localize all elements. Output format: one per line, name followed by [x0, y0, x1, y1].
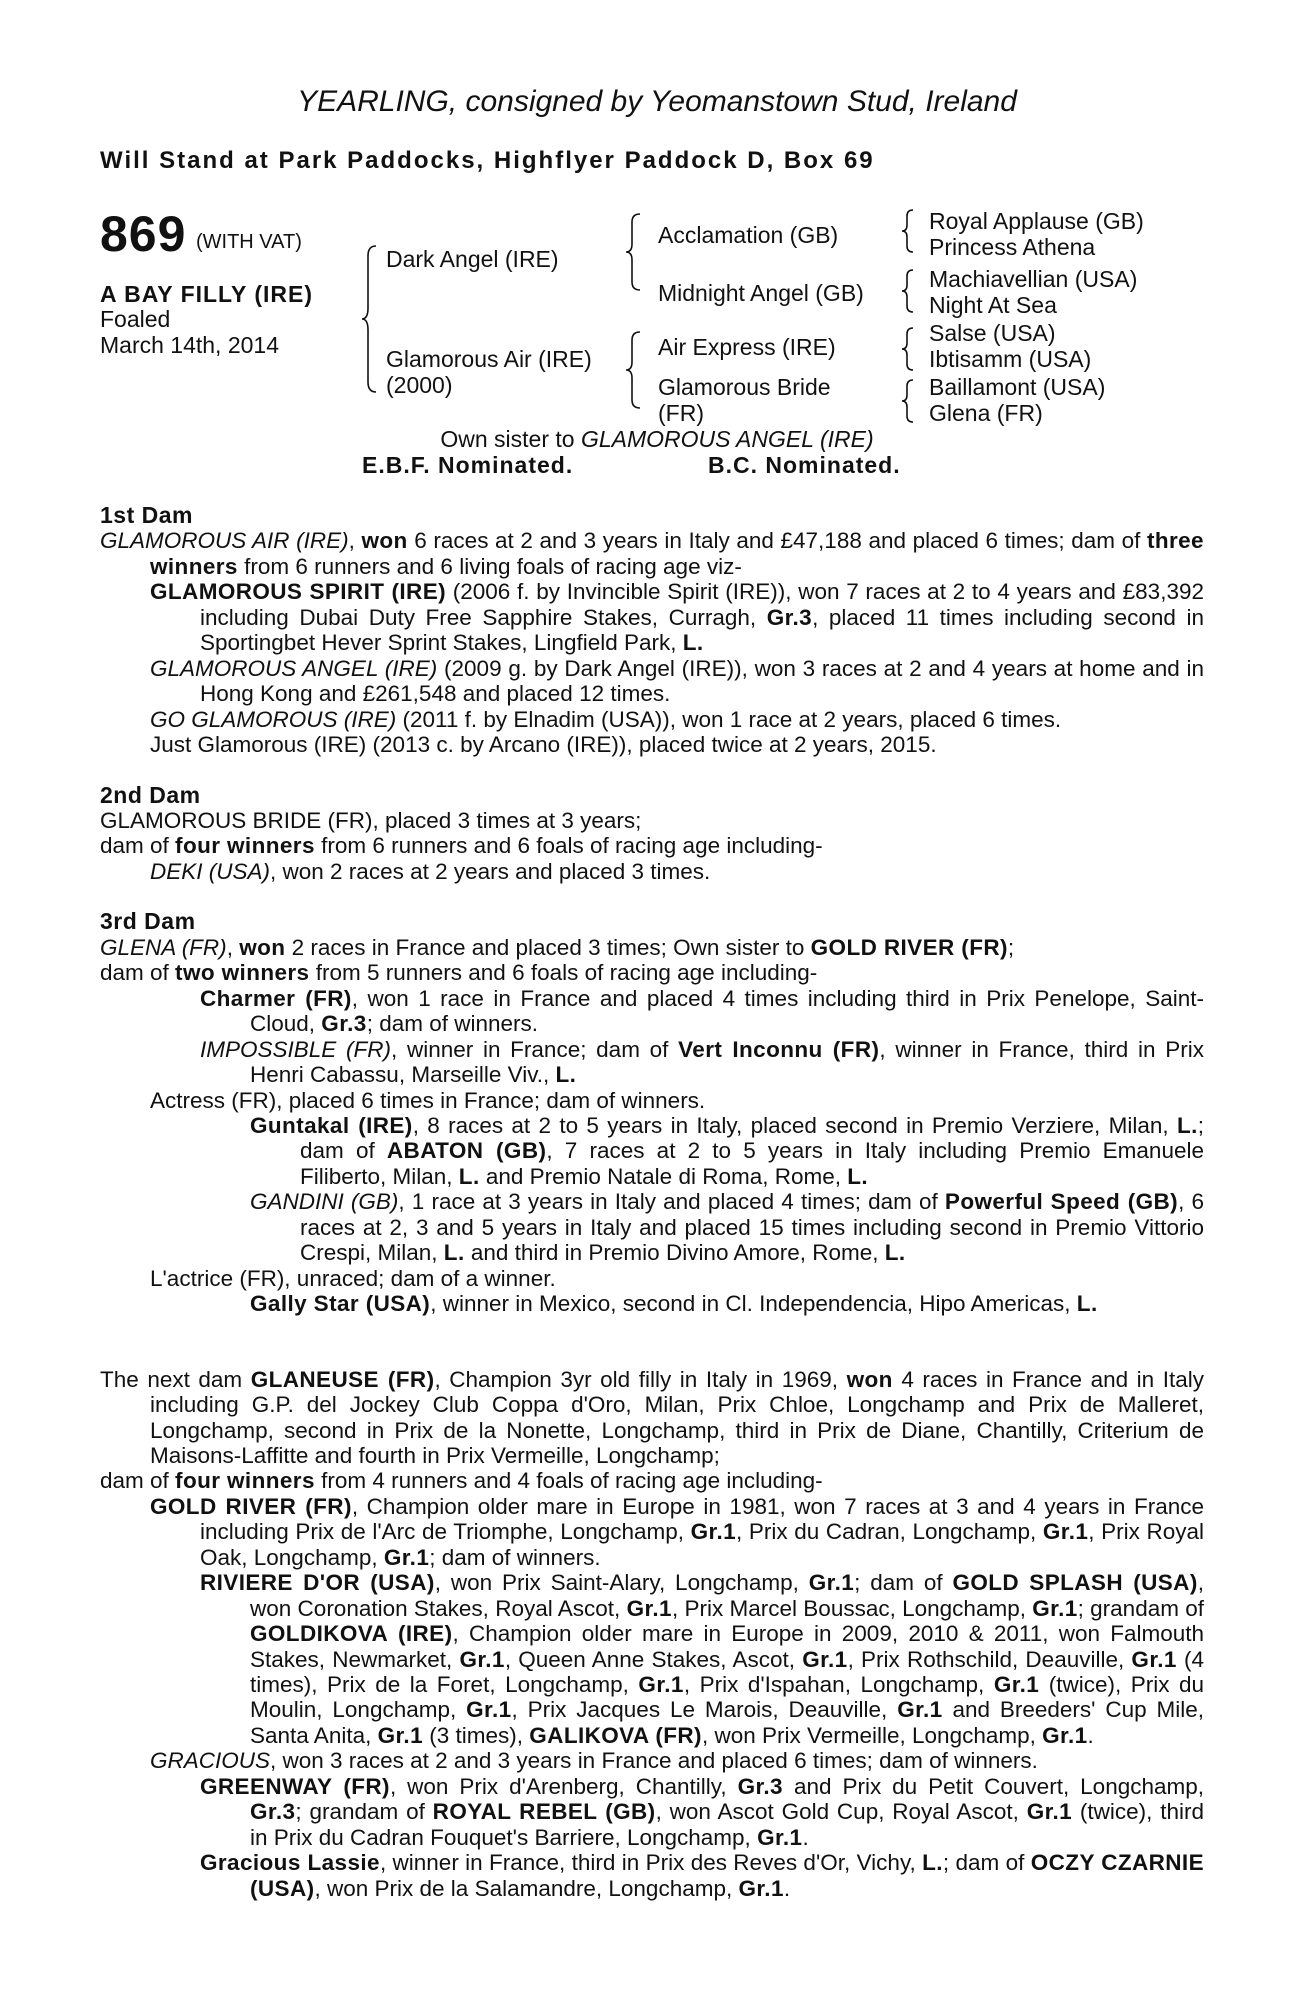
produce-entry: GRACIOUS, won 3 races at 2 and 3 years in France and placed 6 times; dam of winners.	[150, 1748, 1038, 1774]
produce-entry: Just Glamorous (IRE) (2013 c. by Arcano (IRE)), placed twice at 2 years, 2015.	[150, 732, 937, 758]
first-dam-heading: 1st Dam	[100, 502, 193, 528]
vat-note: (WITH VAT)	[196, 231, 302, 253]
second-dam-heading: 2nd Dam	[100, 781, 201, 808]
second-dam-para: dam of four winners from 6 runners and 6 foals of racing age including-	[100, 833, 823, 859]
pedigree-brace-main	[360, 244, 380, 394]
produce-entry: RIVIERE D'OR (USA), won Prix Saint-Alary, Longchamp, Gr.1; dam of GOLD SPLASH (USA), won Coronation Stakes, Royal Ascot, Gr.1, Prix Marcel Boussac, Longchamp, Gr.1; grandam of GOLDIKOVA (IRE), Champion older mare in Europe in 2009, 2010 & 2011, won Falmouth Stakes, Newmarket, Gr.1, Queen Anne Stakes, Ascot, Gr.1, Prix Rothschild, Deauville, Gr.1 (4 times), Prix de la Foret, Longchamp, Gr.1, Prix d'Ispahan, Longchamp, Gr.1 (twice), Prix du Moulin, Longchamp, Gr.1, Prix Jacques Le Marois, Deauville, Gr.1 and Breeders' Cup Mile, Santa Anita, Gr.1 (3 times), GALIKOVA (FR), won Prix Vermeille, Longchamp, Gr.1.	[200, 1570, 1205, 1748]
pedigree-brace-sd	[900, 268, 916, 314]
sss-name: Royal Applause (GB)	[929, 208, 1144, 234]
own-sister-line	[0, 426, 1314, 452]
dam-year: (2000)	[386, 372, 453, 398]
sdd-name: Night At Sea	[929, 292, 1057, 318]
pedigree-brace-ss	[900, 208, 916, 254]
produce-entry: Gracious Lassie, winner in France, third in Prix des Reves d'Or, Vichy, L.; dam of OCZY CZARNIE (USA), won Prix de la Salamandre, Longchamp, Gr.1.	[200, 1850, 1204, 1901]
produce-entry: Gally Star (USA), winner in Mexico, second in Cl. Independencia, Hipo Americas, L.	[250, 1291, 1098, 1317]
first-dam-para: GLAMOROUS AIR (IRE), won 6 races at 2 and 3 years in Italy and £47,188 and placed 6 times; dam of three winners from 6 runners and 6 living foals of racing age viz-	[100, 528, 1204, 579]
dam-dam-suffix: (FR)	[658, 400, 704, 426]
second-dam-para: GLAMOROUS BRIDE (FR), placed 3 times at 3 years;	[100, 807, 642, 833]
produce-entry: Actress (FR), placed 6 times in France; dam of winners.	[150, 1087, 706, 1113]
produce-entry: IMPOSSIBLE (FR), winner in France; dam of Vert Inconnu (FR), winner in France, third in Prix Henri Cabassu, Marseille Viv., L.	[200, 1036, 1204, 1088]
produce-entry: DEKI (USA), won 2 races at 2 years and placed 3 times.	[150, 858, 711, 884]
produce-entry: GREENWAY (FR), won Prix d'Arenberg, Chantilly, Gr.3 and Prix du Petit Couvert, Longchamp, Gr.3; grandam of ROYAL REBEL (GB), won Ascot Gold Cup, Royal Ascot, Gr.1 (twice), third in Prix du Cadran Fouquet's Barriere, Longchamp, Gr.1.	[200, 1773, 1205, 1850]
third-dam-heading: 3rd Dam	[100, 908, 196, 935]
dss-name: Salse (USA)	[929, 320, 1056, 346]
sire-name: Dark Angel (IRE)	[386, 246, 559, 272]
produce-entry: GO GLAMOROUS (IRE) (2011 f. by Elnadim (USA)), won 1 race at 2 years, placed 6 times.	[150, 706, 1062, 732]
ssd-name: Princess Athena	[929, 234, 1096, 260]
next-dam-para: The next dam GLANEUSE (FR), Champion 3yr old filly in Italy in 1969, won 4 races in France and in Italy including G.P. del Jockey Club Coppa d'Oro, Milan, Prix Chloe, Longchamp and Prix de Malleret, Longchamp, second in Prix de la Nonette, Longchamp, third in Prix de Diane, Chantilly, Criterium de Maisons-Laffitte and fourth in Prix Vermeille, Longchamp;	[100, 1366, 1204, 1468]
catalogue-body	[100, 503, 1204, 1901]
sale-title: YEARLING, consigned by Yeomanstown Stud, Ireland	[297, 85, 1017, 118]
third-dam-para: GLENA (FR), won 2 races in France and placed 3 times; Own sister to GOLD RIVER (FR);	[100, 934, 1015, 960]
sds-name: Machiavellian (USA)	[929, 266, 1138, 292]
sire-sire: Acclamation (GB)	[658, 222, 839, 248]
produce-entry: GOLD RIVER (FR), Champion older mare in Europe in 1981, won 7 races at 3 and 4 years in France including Prix de l'Arc de Triomphe, Longchamp, Gr.1, Prix du Cadran, Longchamp, Gr.1, Prix Royal Oak, Longchamp, Gr.1; dam of winners.	[150, 1493, 1204, 1570]
lot-number: 869	[100, 206, 187, 262]
dsd-name: Ibtisamm (USA)	[929, 346, 1092, 372]
sire-dam: Midnight Angel (GB)	[658, 280, 864, 306]
stand-location: Will Stand at Park Paddocks, Highflyer Paddock D, Box 69	[100, 147, 875, 174]
dam-name: Glamorous Air (IRE)	[386, 346, 592, 372]
lot-name: A BAY FILLY (IRE)	[100, 281, 313, 307]
produce-entry: GLAMOROUS SPIRIT (IRE) (2006 f. by Invincible Spirit (IRE)), won 7 races at 2 to 4 years and £83,392 including Dubai Duty Free Sapphire Stakes, Curragh, Gr.3, placed 11 times including second in Sportingbet Hever Sprint Stakes, Lingfield Park, L.	[150, 579, 1205, 656]
produce-entry: L'actrice (FR), unraced; dam of a winner.	[150, 1265, 556, 1291]
pedigree-brace-sire	[624, 212, 644, 292]
produce-entry: Charmer (FR), won 1 race in France and placed 4 times including third in Prix Penelope, Saint-Cloud, Gr.3; dam of winners.	[200, 985, 1204, 1037]
pedigree-brace-dam	[624, 330, 644, 410]
own-sister-name: GLAMOROUS ANGEL (IRE)	[580, 426, 874, 452]
produce-entry: GANDINI (GB), 1 race at 3 years in Italy and placed 4 times; dam of Powerful Speed (GB), 6 races at 2, 3 and 5 years in Italy and placed 15 times including second in Premio Vittorio Crespi, Milan, L. and third in Premio Divino Amore, Rome, L.	[250, 1189, 1204, 1266]
ddd-name: Glena (FR)	[929, 400, 1043, 426]
produce-entry: Guntakal (IRE), 8 races at 2 to 5 years in Italy, placed second in Premio Verziere, Milan, L.; dam of ABATON (GB), 7 races at 2 to 5 years in Italy including Premio Emanuele Filiberto, Milan, L. and Premio Natale di Roma, Rome, L.	[250, 1112, 1204, 1189]
dds-name: Baillamont (USA)	[929, 374, 1106, 400]
dam-dam: Glamorous Bride	[658, 374, 831, 400]
dam-sire: Air Express (IRE)	[658, 334, 836, 360]
foaled-date: March 14th, 2014	[100, 332, 280, 358]
pedigree-brace-dd	[900, 378, 916, 424]
third-dam-para: dam of two winners from 5 runners and 6 foals of racing age including-	[100, 960, 818, 986]
pedigree-brace-ds	[900, 326, 916, 372]
own-sister-prefix: Own sister to	[440, 426, 581, 452]
produce-entry: GLAMOROUS ANGEL (IRE) (2009 g. by Dark Angel (IRE)), won 3 races at 2 and 4 years at home and in Hong Kong and £261,548 and placed 12 times.	[150, 655, 1205, 707]
next-dam-para: dam of four winners from 4 runners and 4 foals of racing age including-	[100, 1468, 823, 1494]
ebf-nominated: E.B.F. Nominated.	[362, 452, 574, 478]
bc-nominated: B.C. Nominated.	[708, 452, 901, 478]
foaled-label: Foaled	[100, 306, 171, 332]
